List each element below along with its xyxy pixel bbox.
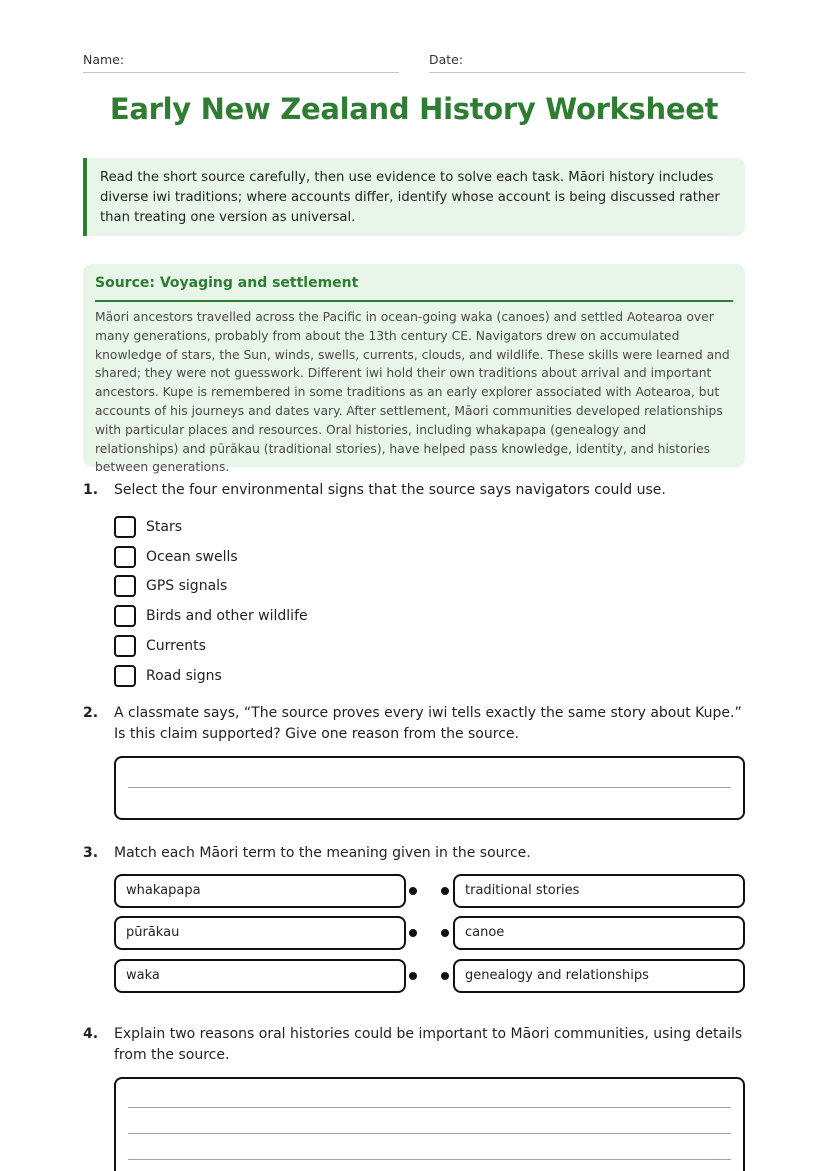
match-meaning[interactable]: traditional stories: [453, 874, 745, 908]
option-currents[interactable]: [114, 631, 514, 661]
option-gps-signals[interactable]: [114, 572, 514, 602]
header-row: [83, 52, 745, 74]
answer-box-q4[interactable]: [114, 1077, 745, 1171]
match-term[interactable]: pūrākau: [114, 916, 406, 950]
checkbox[interactable]: [114, 575, 136, 597]
option-label: GPS signals: [146, 578, 228, 595]
answer-line: [128, 1133, 731, 1134]
intro-callout: Read the short source carefully, then use evidence to solve each task. Māori history includes diverse iwi traditions; where accounts differ, identify whose account is being discussed rather than treating one version as universal.: [83, 158, 745, 236]
date-label: Date:: [429, 52, 464, 67]
question-number: 3.: [83, 845, 99, 861]
option-label: Currents: [146, 638, 206, 655]
question-3: [83, 843, 745, 864]
question-text: A classmate says, “The source proves every iwi tells exactly the same story about Kupe.” Is this claim supported? Give one reason from the source.: [114, 705, 742, 742]
page-title: Early New Zealand History Worksheet: [109, 92, 719, 126]
name-label: Name:: [83, 52, 125, 67]
option-road-signs[interactable]: [114, 661, 514, 691]
answer-box-q2[interactable]: [114, 756, 745, 820]
checkbox[interactable]: [114, 516, 136, 538]
match-term[interactable]: whakapapa: [114, 874, 406, 908]
question-number: 2.: [83, 705, 99, 721]
question-4: [83, 1024, 745, 1066]
match-dot-left[interactable]: [409, 929, 417, 937]
source-heading: Source: Voyaging and settlement: [95, 274, 733, 302]
checkbox[interactable]: [114, 546, 136, 568]
date-field[interactable]: [429, 52, 745, 73]
option-label: Ocean swells: [146, 548, 238, 565]
option-ocean-swells[interactable]: [114, 542, 514, 572]
option-label: Road signs: [146, 667, 222, 684]
match-meaning[interactable]: genealogy and relationships: [453, 959, 745, 993]
question-text: Explain two reasons oral histories could be important to Māori communities, using details from the source.: [114, 1026, 743, 1063]
question-text: Select the four environmental signs that the source says navigators could use.: [114, 482, 666, 498]
question-1: [83, 480, 745, 501]
match-dot-left[interactable]: [409, 887, 417, 895]
source-panel: [83, 264, 745, 475]
checkbox[interactable]: [114, 665, 136, 687]
option-birds-wildlife[interactable]: [114, 601, 514, 631]
source-body: Māori ancestors travelled across the Pacific in ocean-going waka (canoes) and settled Aotearoa over many generations, probably from about the 13th century CE. Navigators drew on accumulated knowledge of stars, the Sun, winds, swells, currents, clouds, and wildlife. These skills were learned and shared; they were not guesswork. Different iwi hold their own traditions about arrival and important ancestors. Kupe is remembered in some traditions as an early explorer associated with Aotearoa, but accounts of his journeys and dates vary. After settlement, Māori communities developed relationships with particular places and resources. Oral histories, including whakapapa (genealogy and relationships) and pūrākau (traditional stories), have helped pass knowledge, identity, and histories between generations.: [95, 310, 730, 475]
option-label: Stars: [146, 518, 183, 535]
match-meaning[interactable]: canoe: [453, 916, 745, 950]
match-dot-left[interactable]: [409, 972, 417, 980]
question-text: Match each Māori term to the meaning given in the source.: [114, 845, 531, 861]
name-field[interactable]: [83, 52, 399, 73]
match-dot-right[interactable]: [441, 929, 449, 937]
checkbox[interactable]: [114, 605, 136, 627]
option-list: [114, 512, 514, 691]
answer-line: [128, 787, 731, 788]
match-dot-right[interactable]: [441, 887, 449, 895]
question-number: 4.: [83, 1026, 99, 1042]
option-stars[interactable]: [114, 512, 514, 542]
answer-line: [128, 1159, 731, 1160]
option-label: Birds and other wildlife: [146, 608, 308, 625]
answer-line: [128, 1107, 731, 1108]
match-term[interactable]: waka: [114, 959, 406, 993]
question-2: [83, 703, 745, 745]
match-dot-right[interactable]: [441, 972, 449, 980]
checkbox[interactable]: [114, 635, 136, 657]
question-number: 1.: [83, 482, 99, 498]
